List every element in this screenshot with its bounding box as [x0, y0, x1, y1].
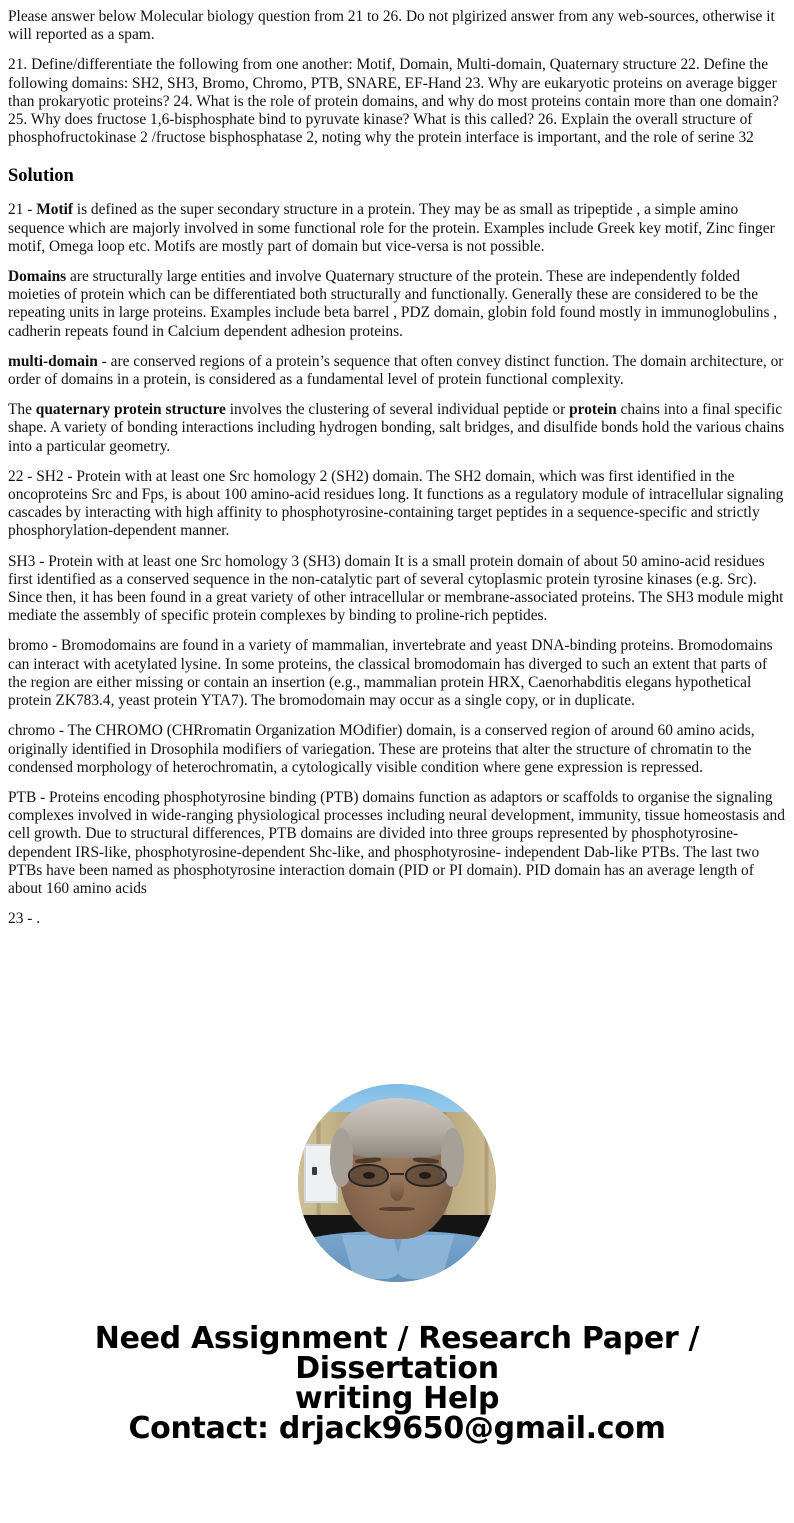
solution-heading: Solution [8, 166, 74, 187]
answer-motif [8, 201, 787, 256]
answer-quaternary-prefix: The [8, 401, 36, 419]
answer-quaternary-text: chains into a final specific shape. A variety of bonding interactions including hydrogen bonding, salt bridges, and disulfide bonds hold the various chains into a particular geometry. [8, 401, 785, 455]
answer-bromo: bromo - Bromodomains are found in a variety of mammalian, invertebrate and yeast DNA-binding proteins. Bromodomains can interact with acetylated lysine. In some proteins, the classical bromodomain has diverged to such an extent that parts of the region are either missing or contain an insertion (e.g., mammalian protein HRX, Caenorhabditis elegans hypothetical protein ZK783.4, yeast protein YTA7). The bromodomain may occur as a single copy, or in duplicate. [8, 637, 773, 710]
answer-quaternary-middle: involves the clustering of several individual peptide or [225, 401, 570, 419]
answer-ptb: PTB - Proteins encoding phosphotyrosine binding (PTB) domains function as adaptors or scaffolds to organise the signaling complexes involved in wide-ranging physiological processes including neural development, immunity, tissue homeostasis and cell growth. Due to structural differences, PTB domains are divided into three groups represented by phosphotyrosine-dependent IRS-like, phosphotyrosine-dependent Shc-like, and phosphotyrosine- independent Dab-like PTBs. The last two PTBs have been named as phosphotyrosine interaction domain (PID or PI domain). PID domain has an average length of about 160 amino acids [8, 788, 785, 897]
answer-domains-term: Domains [8, 268, 67, 286]
questions-paragraph: 21. Define/differentiate the following from one another: Motif, Domain, Multi-domain, Quaternary structure 22. Define the following domains: SH2, SH3, Bromo, Chromo, PTB, SNARE, EF-Hand 23. Why are eukaryotic proteins on average bigger than prokaryotic proteins? 24. What is the role of protein domains, and why do most proteins contain more than one domain? 25. Why does fructose 1,6-bisphosphate bind to pyruvate kinase? What is this called? 26. Explain the overall structure of phosphofructokinase 2 /fructose bisphosphatase 2, noting why the protein interface is important, and the role of serine 32 [8, 56, 779, 147]
answer-item-23: 23 - . [8, 910, 41, 928]
footer-line-2: writing Help [294, 1381, 500, 1417]
answer-quaternary [8, 401, 787, 456]
answer-multi-domain-term: multi-domain [8, 352, 98, 370]
answer-domains [8, 268, 787, 341]
answer-quaternary-term: quaternary protein structure [35, 401, 226, 419]
answer-quaternary-term-protein: protein [569, 401, 617, 419]
intro-paragraph: Please answer below Molecular biology question from 21 to 26. Do not plgirized answer from any web-sources, otherwise it will reported as a spam. [8, 8, 775, 44]
answer-chromo: chromo - The CHROMO (CHRromatin Organization MOdifier) domain, is a conserved region of around 60 amino acids, originally identified in Drosophila modifiers of variegation. These are proteins that alter the structure of chromatin to the condensed morphology of heterochromatin, a cytologically visible condition where gene expression is repressed. [8, 722, 755, 776]
avatar-nose [390, 1181, 404, 1201]
answer-motif-prefix: 21 - [8, 201, 37, 219]
answer-motif-term: Motif [36, 201, 73, 219]
footer-line-1: Need Assignment / Research Paper / Dissertation [94, 1321, 700, 1387]
avatar [298, 1084, 496, 1282]
avatar-lens-left [348, 1164, 390, 1188]
avatar-lens-right [405, 1164, 447, 1188]
answer-sh3: SH3 - Protein with at least one Src homology 3 (SH3) domain It is a small protein domain of about 50 amino-acid residues first identified as a conserved sequence in the non-catalytic part of several cytoplasmic protein tyrosine kinases (e.g. Src). Since then, it has been found in a great variety of other intracellular or membrane-associated proteins. The SH3 module might mediate the assembly of specific protein complexes by binding to proline-rich peptides. [8, 552, 784, 625]
answer-multi-domain [8, 353, 787, 389]
avatar-glasses-bridge [390, 1173, 404, 1175]
avatar-container [0, 1084, 794, 1284]
answer-domains-text: are structurally large entities and involve Quaternary structure of the protein. These are independently folded moieties of protein which can be differentiated both structurally and functionally. Generally these are considered to be the repeating units in large proteins. Examples include beta barrel , PDZ domain, globin fold found mostly in immunoglobulins , cadherin repeats found in Calcium dependent adhesion proteins. [8, 268, 778, 340]
answer-motif-text: is defined as the super secondary structure in a protein. They may be as small as tripeptide , a simple amino sequence which are majorly involved in some functional role for the protein. Examples include Greek key motif, Zinc finger motif, Omega loop etc. Motifs are mostly part of domain but vice-versa is not possible. [8, 201, 775, 255]
footer-contact-banner [0, 1321, 794, 1460]
footer-contact-email[interactable]: Contact: drjack9650@gmail.com [128, 1411, 666, 1447]
answer-multi-domain-text: - are conserved regions of a protein’s sequence that often convey distinct function. The domain architecture, or order of domains in a protein, is considered as a fundamental level of protein functional complexity. [8, 352, 784, 389]
answer-sh2: 22 - SH2 - Protein with at least one Src homology 2 (SH2) domain. The SH2 domain, which was first identified in the oncoproteins Src and Fps, is about 100 amino-acid residues long. It functions as a regulatory module of intracellular signaling cascades by interacting with high affinity to phosphotyrosine-containing target peptides in a sequence-specific and strictly phosphorylation-dependent manner. [8, 467, 784, 540]
